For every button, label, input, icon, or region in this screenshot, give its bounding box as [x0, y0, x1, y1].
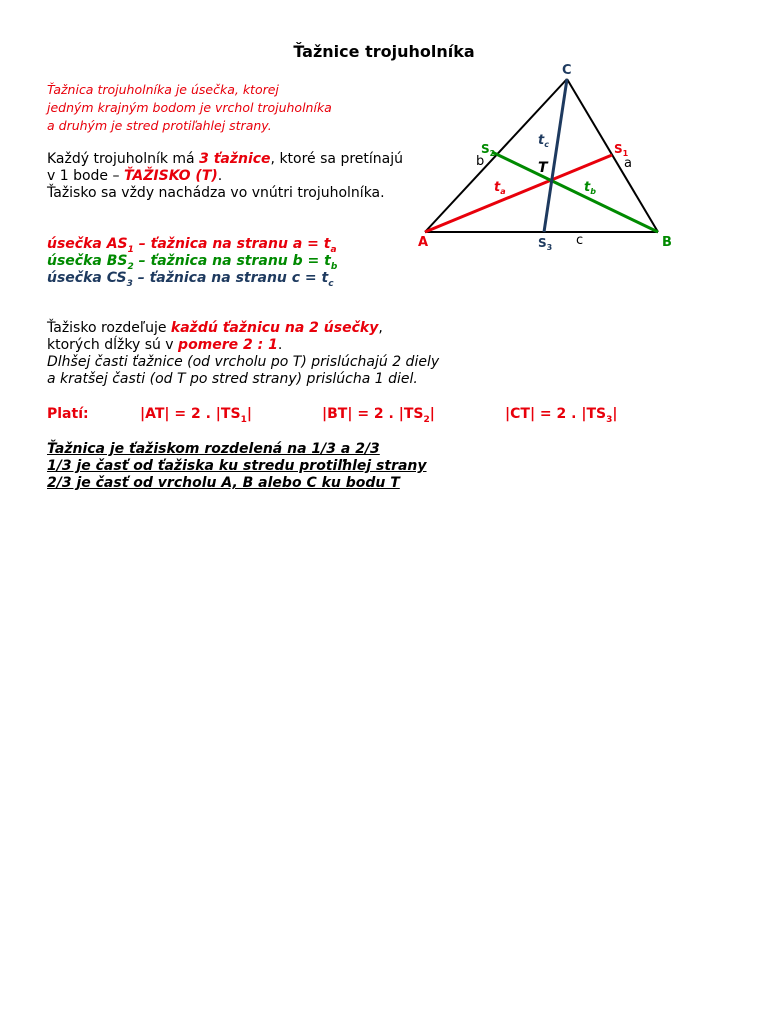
tb-label: $t_b$ [584, 180, 596, 196]
ta-label: $t_a$ [494, 180, 506, 196]
side-a-label: a [624, 156, 632, 171]
side-c-label: c [576, 233, 584, 248]
rule-label: Platí: [47, 406, 89, 422]
summary-line-3: 2/3 je časť od vrcholu A, B alebo C ku bodu T [47, 475, 400, 491]
vertex-a-label: A [418, 235, 429, 250]
definition-line-3: a druhým je stred protiľahlej strany. [47, 118, 272, 133]
s1-label: $S_1$ [614, 142, 629, 158]
definition-line-1: Ťažnica trojuholníka je úsečka, ktorej [47, 82, 279, 97]
rule-eq-3: |CT| = 2 . $|TS_3|$ [505, 406, 618, 425]
intro-line-2: v 1 bode – ŤAŽISKO (T). [47, 168, 223, 184]
s3-label: $S_3$ [538, 236, 553, 252]
rule-eq-1: |AT| = 2 . $|TS_1|$ [140, 406, 252, 425]
centroid-label: T [538, 160, 548, 176]
definition-line-2: jedným krajným bodom je vrchol trojuholníka [47, 100, 332, 115]
tc-label: $t_c$ [538, 133, 549, 149]
median-b-line: úsečka $BS_2$ – ťažnica na stranu $b = t_b$ [47, 253, 338, 272]
median-a-line: úsečka $AS_1$ – ťažnica na stranu $a = t_a$ [47, 236, 337, 255]
median-tc [544, 79, 567, 232]
triangle-diagram [410, 55, 690, 255]
vertex-c-label: C [562, 63, 572, 78]
split-line-1: Ťažisko rozdeľuje každú ťažnicu na 2 úsečky, [47, 320, 383, 336]
vertex-b-label: B [662, 235, 672, 250]
split-line-2: ktorých dĺžky sú v pomere 2 : 1. [47, 337, 283, 353]
side-b-label: b [476, 154, 485, 169]
s2-label: $S_2$ [481, 142, 496, 158]
rule-eq-2: |BT| = 2 . $|TS_2|$ [322, 406, 435, 425]
summary-line-1: Ťažnica je ťažiskom rozdelená na 1/3 a 2/3 [47, 441, 380, 457]
intro-line-1: Každý trojuholník má 3 ťažnice, ktoré sa pretínajú [47, 151, 403, 167]
intro-line-3: Ťažisko sa vždy nachádza vo vnútri trojuholníka. [47, 185, 385, 201]
median-c-line: úsečka $CS_3$ – ťažnica na stranu $c = t_c$ [47, 270, 334, 289]
page-title: Ťažnice trojuholníka [293, 42, 475, 61]
split-line-3: Dlhšej časti ťažnice (od vrcholu po T) prislúchajú 2 diely [47, 354, 440, 370]
summary-line-2: 1/3 je časť od ťažiska ku stredu protiľhlej strany [47, 458, 427, 474]
split-line-4: a kratšej časti (od T po stred strany) prislúcha 1 diel. [47, 371, 418, 387]
